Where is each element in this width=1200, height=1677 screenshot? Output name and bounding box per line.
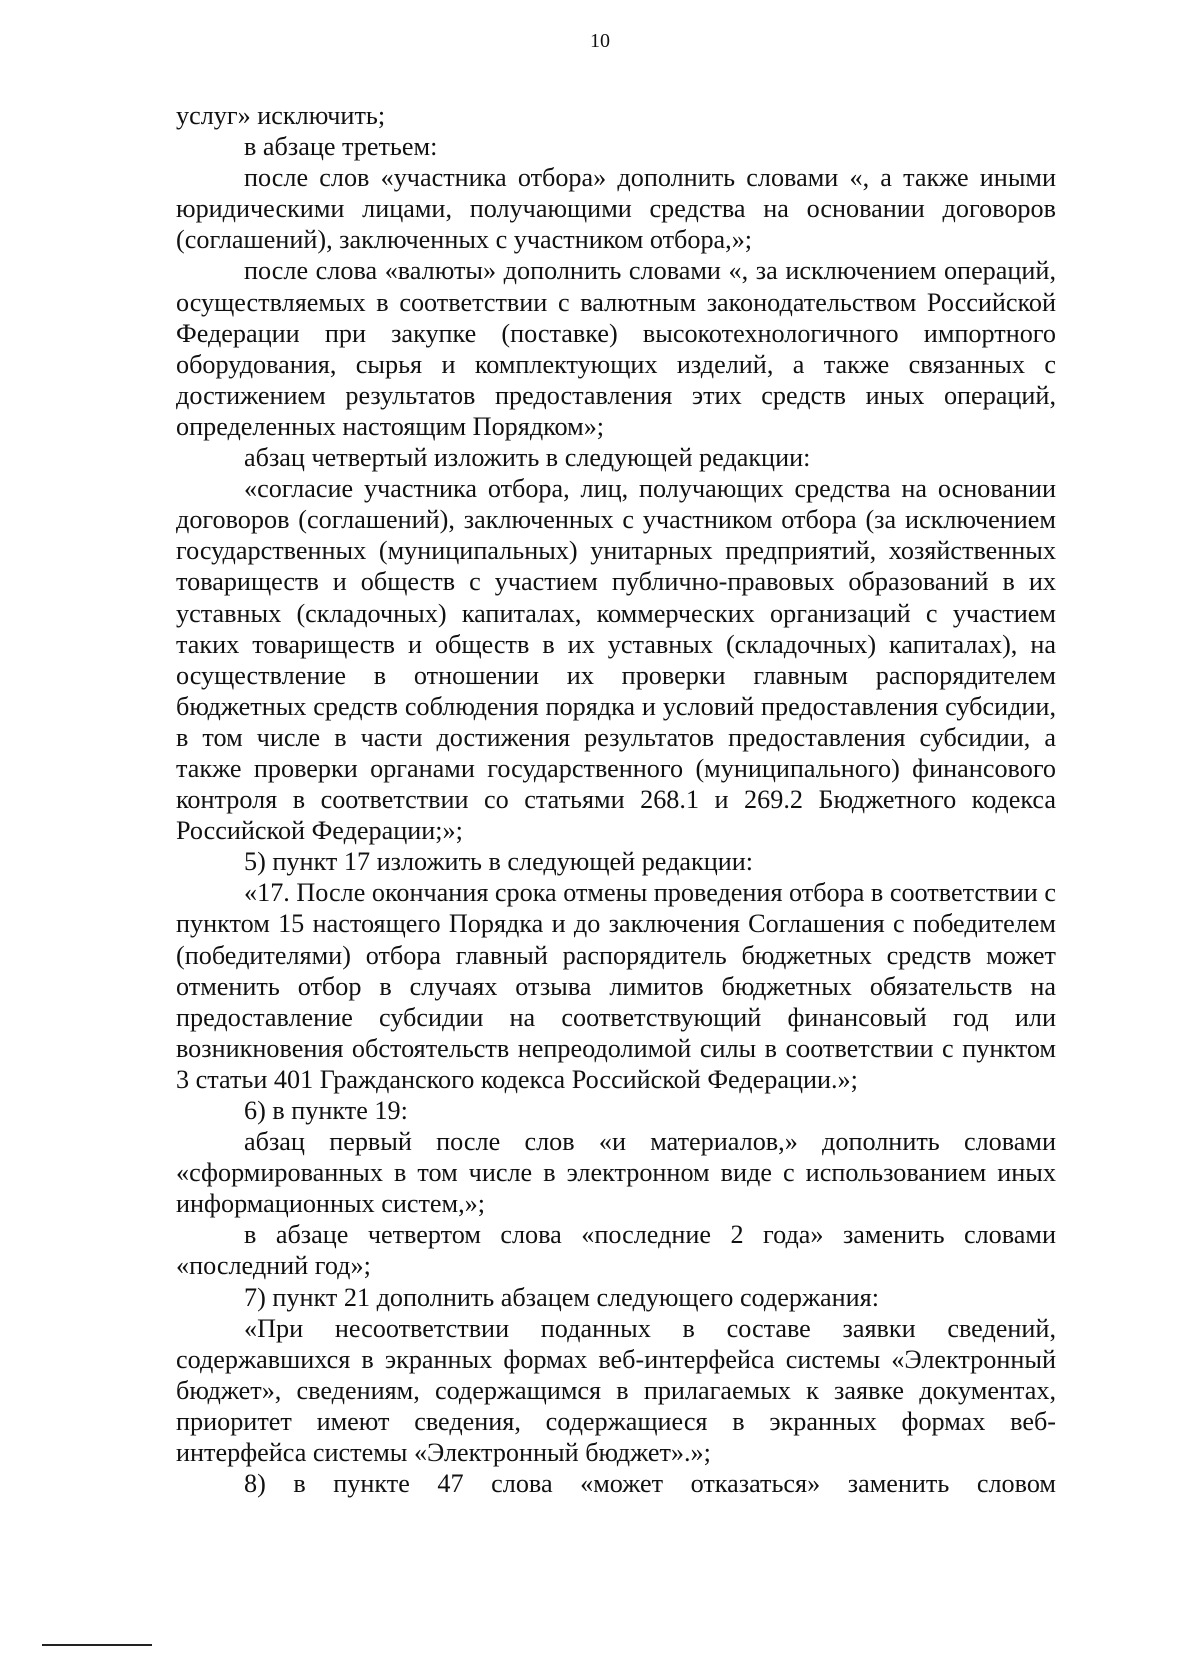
footer-rule	[42, 1644, 152, 1646]
paragraph: после слова «валюты» дополнить словами «, за исключением операций, осуществляемых в соответствии с валютным законодательством Российской Федерации при закупке (поставке) высокотехнологичного импортного оборудования, сырья и комплектующих изделий, а также связанных с достижением результатов предоставления этих средств иных операций, определенных настоящим Порядком»;	[176, 256, 1056, 441]
paragraph: 8) в пункте 47 слова «может отказаться» заменить словом	[244, 1469, 1056, 1499]
paragraph: 5) пункт 17 изложить в следующей редакции:	[244, 847, 754, 877]
paragraph: «При несоответствии поданных в составе заявки сведений, содержавшихся в экранных формах веб-интерфейса системы «Электронный бюджет», сведениям, содержащимся в прилагаемых к заявке документах, приоритет имеют сведения, содержащиеся в экранных формах веб-интерфейса системы «Электронный бюджет».»;	[176, 1313, 1056, 1468]
paragraph: после слов «участника отбора» дополнить словами «, а также иными юридическими лицами, получающими средства на основании договоров (соглашений), заключенных с участником отбора,»;	[176, 163, 1056, 255]
paragraph: «согласие участника отбора, лиц, получающих средства на основании договоров (соглашений), заключенных с участником отбора (за исключением государственных (муниципальных) унитарных предприятий, хозяйственных товариществ и обществ с участием публично-правовых образований в их уставных (складочных) капиталах, коммерческих организаций с участием таких товариществ и обществ в их уставных (складочных) капиталах), на осуществление в отношении их проверки главным распорядителем бюджетных средств соблюдения порядка и условий предоставления субсидии, в том числе в части достижения результатов предоставления субсидии, а также проверки органами государственного (муниципального) финансового контроля в соответствии со статьями 268.1 и 269.2 Бюджетного кодекса Российской Федерации;»;	[176, 474, 1056, 846]
paragraph: абзац первый после слов «и материалов,» дополнить словами «сформированных в том числе в электронном виде с использованием иных информационных систем,»;	[176, 1127, 1056, 1219]
paragraph: абзац четвертый изложить в следующей редакции:	[244, 443, 811, 473]
paragraph: услуг» исключить;	[176, 101, 386, 130]
page-number: 10	[590, 30, 610, 52]
paragraph: «17. После окончания срока отмены проведения отбора в соответствии с пунктом 15 настоящего Порядка и до заключения Соглашения с победителем (победителями) отбора главный распорядитель бюджетных средств может отменить отбор в случаях отзыва лимитов бюджетных обязательств на предоставление субсидии на соответствующий финансовый год или возникновения обстоятельств непреодолимой силы в соответствии с пунктом 3 статьи 401 Гражданского кодекса Российской Федерации.»;	[176, 878, 1056, 1094]
paragraph: 7) пункт 21 дополнить абзацем следующего содержания:	[244, 1282, 880, 1312]
paragraph: в абзаце третьем:	[244, 132, 438, 162]
document-body	[176, 100, 1056, 1499]
paragraph: в абзаце четвертом слова «последние 2 года» заменить словами «последний год»;	[176, 1220, 1056, 1281]
paragraph: 6) в пункте 19:	[244, 1096, 408, 1125]
